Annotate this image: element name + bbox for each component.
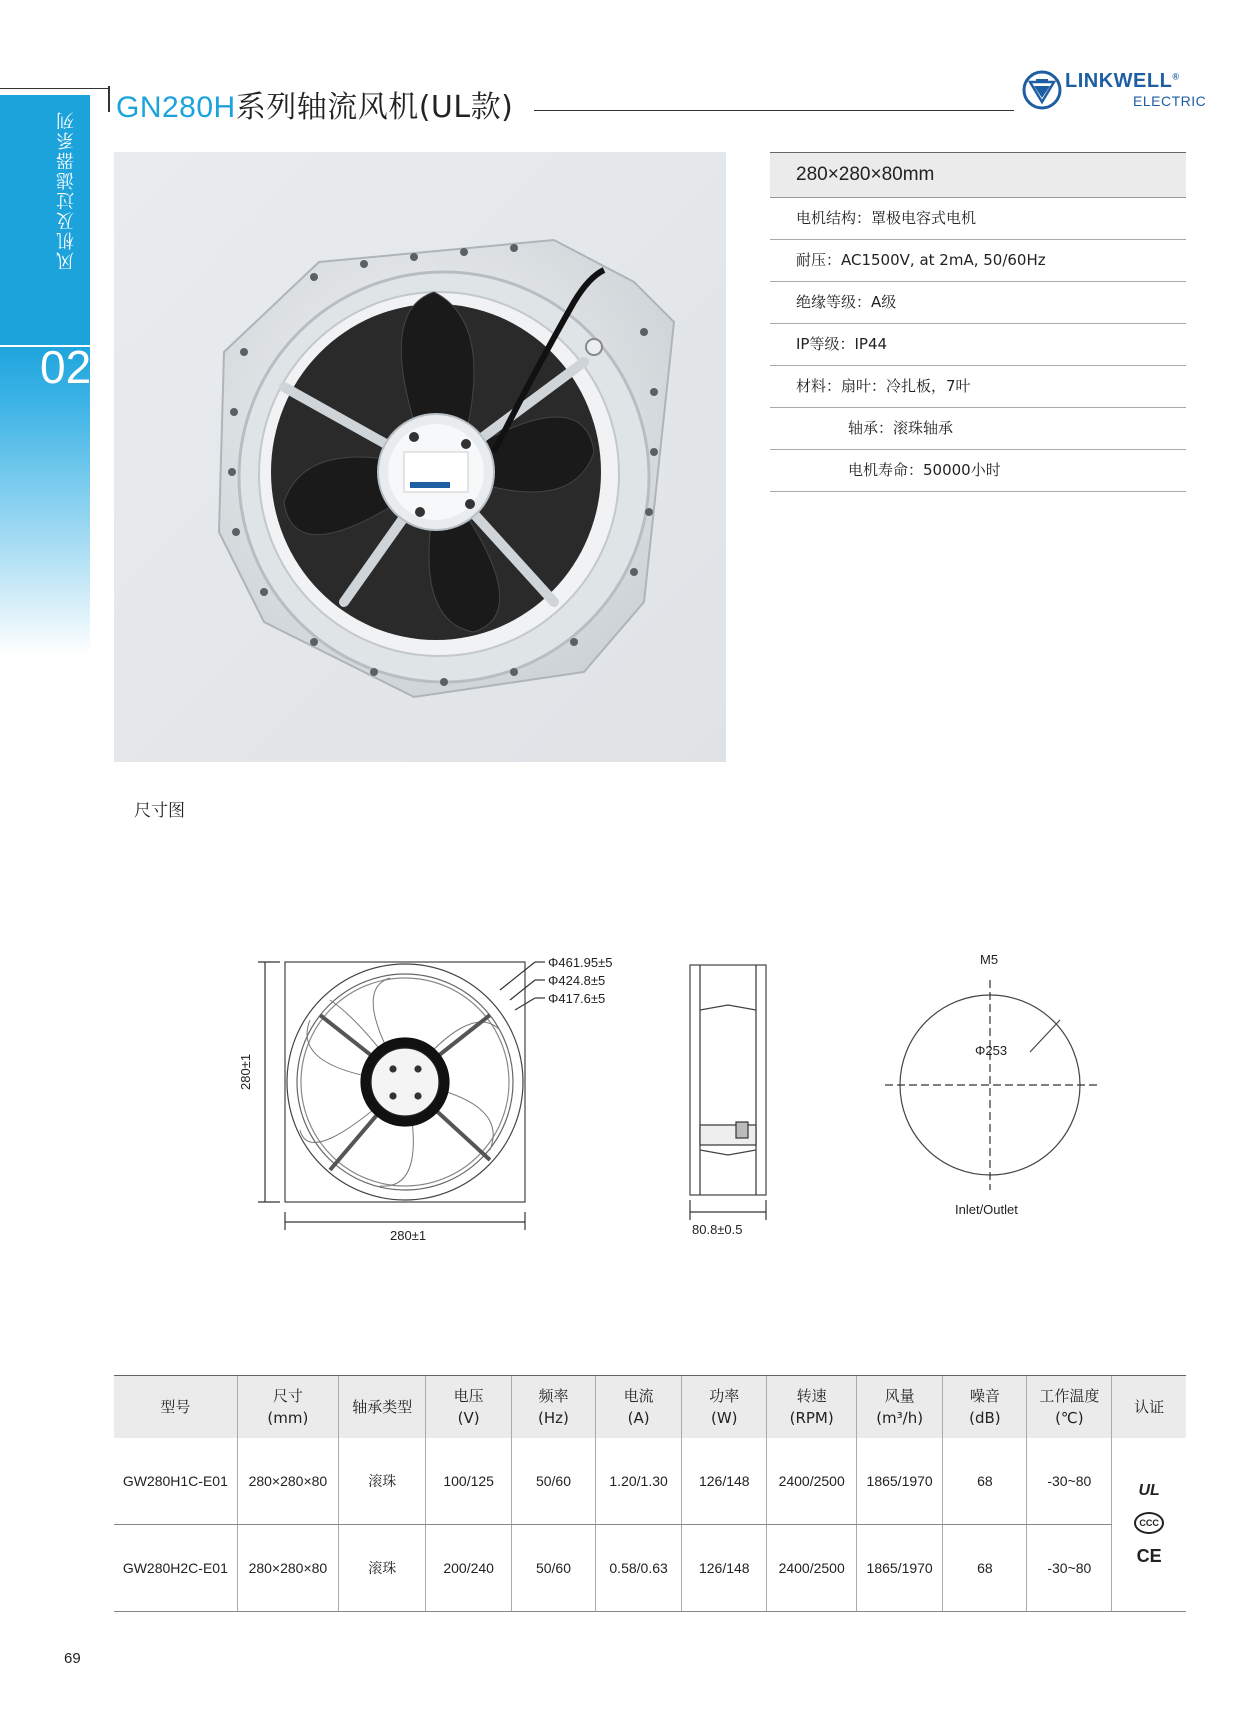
table-row	[114, 1525, 1186, 1612]
cell-model: GW280H1C-E01	[114, 1438, 237, 1525]
cell-temperature: -30~80	[1027, 1525, 1112, 1612]
col-current: 电流 (A)	[596, 1376, 682, 1439]
page-title	[116, 82, 513, 126]
product-photo	[114, 152, 726, 762]
cell-current: 0.58/0.63	[596, 1525, 682, 1612]
header-bar	[108, 86, 110, 112]
cell-noise: 68	[943, 1525, 1027, 1612]
title-model: GN280H	[116, 91, 236, 124]
front-view	[258, 962, 545, 1230]
dim-screw: M5	[980, 952, 999, 967]
cell-airflow: 1865/1970	[856, 1525, 943, 1612]
spec-motor: 电机结构：罩极电容式电机	[770, 198, 1186, 240]
cell-bearing: 滚珠	[339, 1438, 426, 1525]
logo-wordmark: LINKWELL®	[1065, 70, 1180, 92]
spec-material: 材料：扇叶：冷扎板，7叶	[770, 366, 1186, 408]
col-bearing: 轴承类型	[339, 1376, 426, 1439]
spec-size: 280×280×80mm	[770, 152, 1186, 198]
dimension-title: 尺寸图	[134, 801, 185, 821]
col-voltage: 电压 (V)	[426, 1376, 511, 1439]
dim-height: 280±1	[238, 1053, 253, 1090]
cell-temperature: -30~80	[1027, 1438, 1112, 1525]
col-certification: 认证	[1112, 1376, 1186, 1439]
cell-size: 280×280×80	[237, 1438, 338, 1525]
fan-illustration	[114, 152, 726, 762]
col-noise: 噪音 (dB)	[943, 1376, 1027, 1439]
spec-list	[770, 152, 1186, 492]
side-view	[690, 965, 766, 1220]
dim-cutout: Φ253	[975, 1043, 1008, 1058]
spec-lifetime: 电机寿命：50000小时	[770, 450, 1186, 492]
header-rule-left	[0, 88, 108, 89]
col-model: 型号	[114, 1376, 237, 1439]
cell-bearing: 滚珠	[339, 1525, 426, 1612]
cell-noise: 68	[943, 1438, 1027, 1525]
spec-bearing: 轴承：滚珠轴承	[770, 408, 1186, 450]
dim-dia-mid: Φ424.8±5	[548, 973, 606, 988]
col-power: 功率 (W)	[682, 1376, 767, 1439]
table-header-row	[114, 1376, 1186, 1439]
cell-size: 280×280×80	[237, 1525, 338, 1612]
title-text: 系列轴流风机(UL款)	[235, 90, 514, 125]
spec-table	[114, 1375, 1186, 1612]
header-rule-right	[534, 110, 1014, 111]
dim-dia-inner: Φ417.6±5	[548, 991, 606, 1006]
cell-power: 126/148	[682, 1525, 767, 1612]
cell-model: GW280H2C-E01	[114, 1525, 237, 1612]
cell-power: 126/148	[682, 1438, 767, 1525]
ccc-mark-icon: CCC	[1134, 1512, 1164, 1534]
spec-insulation: 绝缘等级：A级	[770, 282, 1186, 324]
cell-voltage: 200/240	[426, 1525, 511, 1612]
cell-frequency: 50/60	[511, 1438, 595, 1525]
side-chapter-number: 02	[40, 341, 92, 393]
spec-ip-rating: IP等级：IP44	[770, 324, 1186, 366]
dim-width: 280±1	[390, 1228, 427, 1243]
col-size: 尺寸 (mm)	[237, 1376, 338, 1439]
dim-depth: 80.8±0.5	[692, 1222, 743, 1237]
cutout-view	[885, 980, 1100, 1190]
ul-mark-icon: UL	[1138, 1482, 1160, 1499]
logo-subtitle: ELECTRIC	[1133, 93, 1207, 109]
cell-airflow: 1865/1970	[856, 1438, 943, 1525]
col-frequency: 频率 (Hz)	[511, 1376, 595, 1439]
spec-voltage-withstand: 耐压：AC1500V, at 2mA, 50/60Hz	[770, 240, 1186, 282]
ce-mark-icon: CE	[1136, 1546, 1162, 1566]
col-speed: 转速 (RPM)	[767, 1376, 856, 1439]
cell-speed: 2400/2500	[767, 1525, 856, 1612]
table-row	[114, 1438, 1186, 1525]
cell-voltage: 100/125	[426, 1438, 511, 1525]
inlet-outlet-label: Inlet/Outlet	[955, 1202, 1018, 1217]
dim-dia-outer: Φ461.95±5	[548, 955, 613, 970]
col-airflow: 风量 (m³/h)	[856, 1376, 943, 1439]
page-number: 69	[64, 1650, 81, 1667]
cell-certifications	[1112, 1438, 1186, 1612]
cell-current: 1.20/1.30	[596, 1438, 682, 1525]
dimension-drawings	[0, 930, 1258, 1270]
cell-frequency: 50/60	[511, 1525, 595, 1612]
col-temperature: 工作温度 (℃)	[1027, 1376, 1112, 1439]
cell-speed: 2400/2500	[767, 1438, 856, 1525]
side-category-label: 风机及过滤器系列	[56, 110, 77, 270]
